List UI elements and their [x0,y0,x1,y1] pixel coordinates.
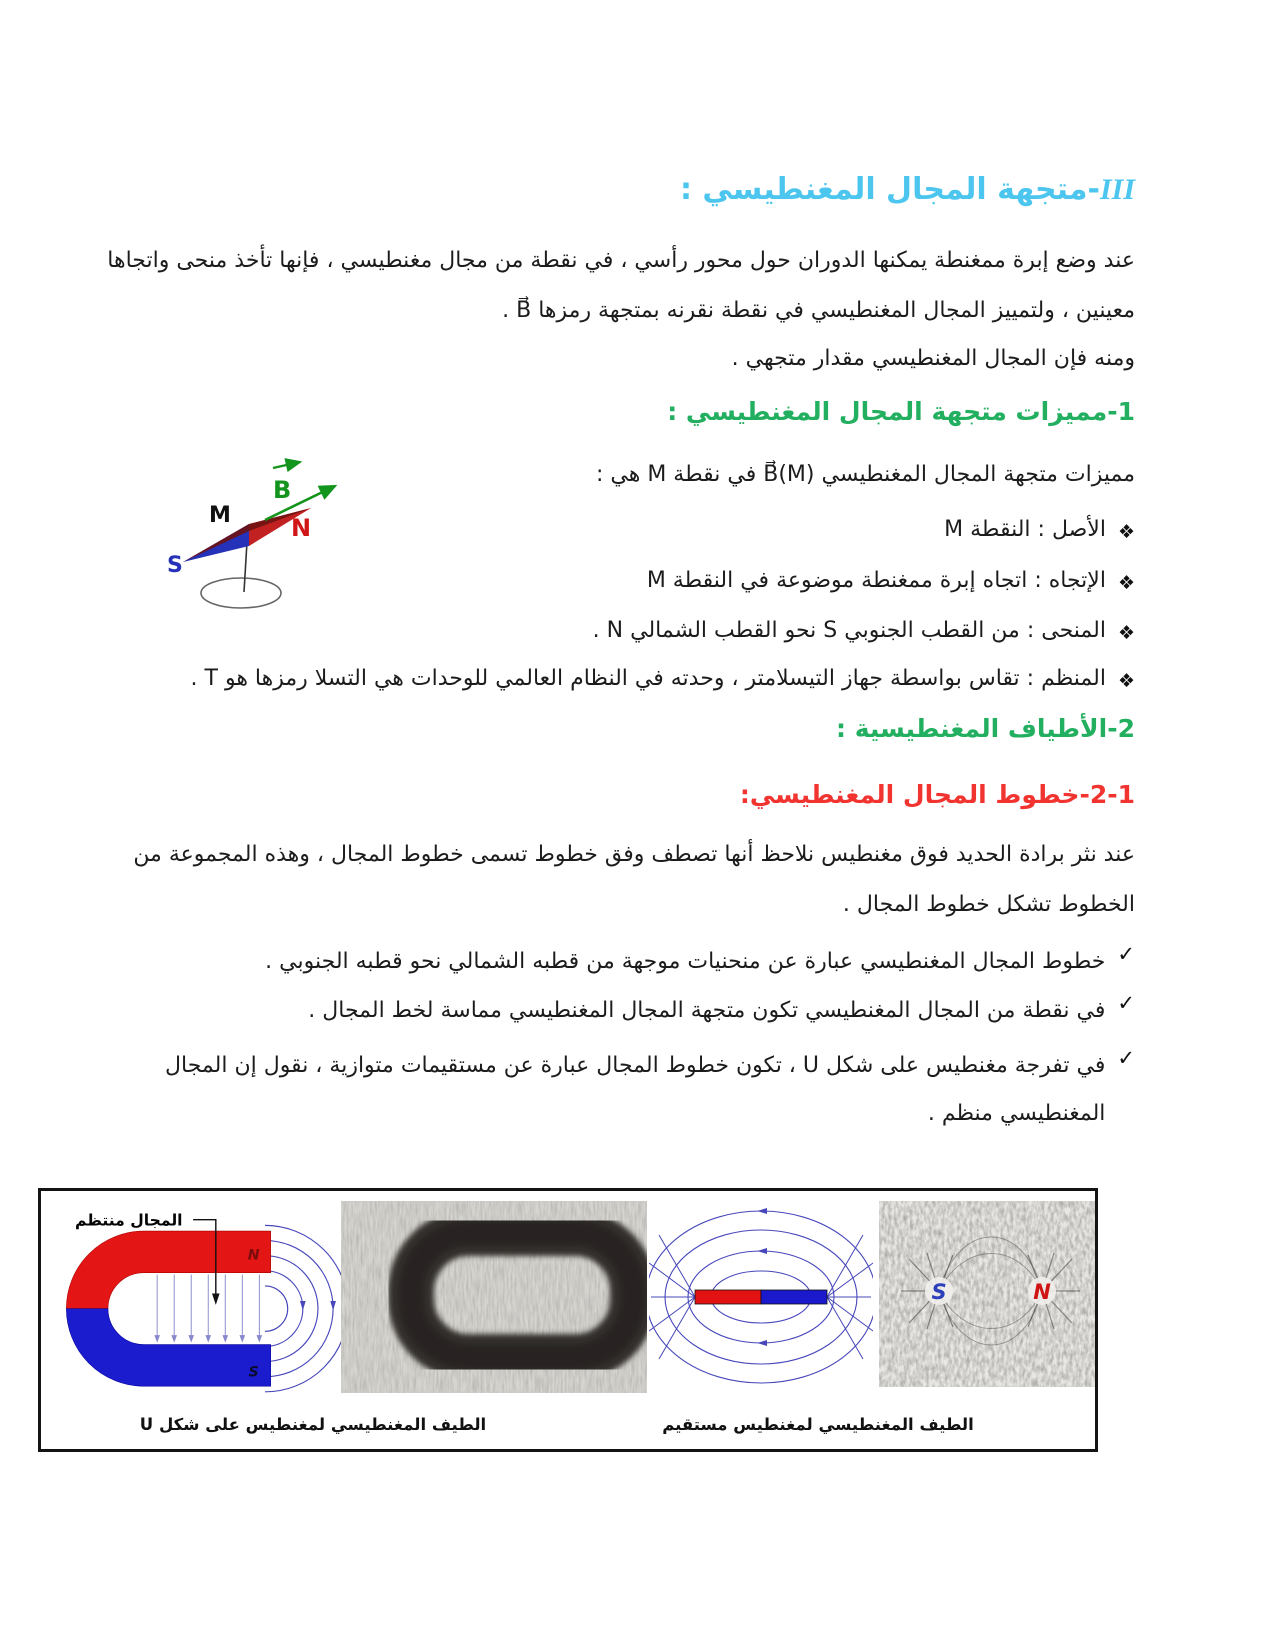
sec1-lead: مميزات متجهة المجال المغنطيسي B⃗(M) في نقطة M هي : [595,462,1135,487]
u-magnet-south-arm [66,1309,270,1387]
check-bullet-icon: ✓ [1117,1046,1135,1070]
sec2-line-1: عند نثر برادة الحديد فوق مغنطيس نلاحظ أنها تصطف وفق خطوط تسمى خطوط المجال ، وهذه المجموعة من [133,842,1135,867]
subsection-2-1-heading: 2-1-خطوط المجال المغنطيسي: [739,780,1135,809]
u-magnet-filings-photo [341,1201,647,1393]
uniform-field-pointer-arrow [212,1293,220,1304]
intro-line-2: معينين ، ولتمييز المجال المغنطيسي في نقطة نقرنه بمتجهة رمزها B⃗ . [502,298,1135,323]
magnetic-spectra-figure [38,1188,1098,1452]
filings-noise [879,1201,1095,1387]
bullet-text: المنحى : من القطب الجنوبي S نحو القطب الشمالي N . [592,618,1106,643]
subsection-2-heading: 2-الأطياف المغنطيسية : [836,714,1135,743]
subsection-1-heading: 1-مميزات متجهة المجال المغنطيسي : [667,397,1135,426]
check-bullet-icon: ✓ [1117,991,1135,1015]
sec2-line-2: الخطوط تشكل خطوط المجال . [842,892,1135,917]
compass-needle-drawing [163,452,368,624]
bar-magnet-photo-drawing [879,1201,1095,1387]
photo-s-label: S [931,1280,947,1304]
compass-label-n: N [291,514,312,542]
arc-arrowhead [300,1301,306,1310]
bar-magnet-diagram-panel [649,1201,873,1393]
u-magnet-diagram [47,1197,343,1407]
diamond-bullet-icon: ❖ [1117,521,1135,543]
check-row [120,1042,1135,1138]
intro-line-3: ومنه فإن المجال المغنطيسي مقدار متجهي . [731,346,1135,371]
u-gap-field-lines [157,1275,259,1341]
u-gap-arrowheads [154,1335,262,1343]
u-magnet-photo-drawing [341,1201,647,1393]
section-title-text: -متجهة المجال المغنطيسي : [679,172,1100,207]
bullet-text: الأصل : النقطة M [944,517,1106,542]
section-number: III [1099,173,1135,206]
bullet-row [647,568,1135,598]
diamond-bullet-icon: ❖ [1117,622,1135,644]
u-field-arcs [265,1225,343,1391]
u-magnet-s-label: S [248,1364,259,1381]
bar-magnet-diagram [649,1201,873,1393]
section-title [680,172,1135,207]
bar-magnet-north-half [695,1290,761,1304]
u-magnet-north-arm [66,1231,270,1309]
bullet-row [593,618,1135,648]
check-text: في نقطة من المجال المغنطيسي تكون متجهة المجال المغنطيسي مماسة لخط المجال . [308,998,1106,1023]
bar-magnet-south-half [761,1290,827,1304]
check-text: خطوط المجال المغنطيسي عبارة عن منحنيات موجهة من قطبه الشمالي نحو قطبه الجنوبي . [265,949,1106,974]
check-row [265,938,1135,986]
bullet-text: المنظم : تقاس بواسطة جهاز التيسلامتر ، وحدته في النظام العالمي للوحدات هي التسلا رمزها هو T . [190,666,1106,691]
bullet-text: الإتجاه : اتجاه إبرة ممغنطة موضوعة في النقطة M [646,568,1106,593]
arc-arrowhead [330,1301,336,1310]
bullet-row [191,666,1135,696]
bar-spectrum-caption: الطيف المغنطيسي لمغنطيس مستقيم [662,1415,974,1434]
diamond-bullet-icon: ❖ [1117,670,1135,692]
photo-n-label: N [1033,1280,1051,1304]
diamond-bullet-icon: ❖ [1117,572,1135,594]
loop-arrowheads [757,1208,767,1346]
pivot-base [201,578,281,608]
bullet-row [944,517,1135,547]
check-row [308,987,1135,1035]
u-magnet-n-label: N [247,1247,260,1264]
intro-line-1: عند وضع إبرة ممغنطة يمكنها الدوران حول محور رأسي ، في نقطة من مجال مغنطيسي ، فإنها تأخذ منحى واتجاها [107,248,1135,273]
check-text: في تفرجة مغنطيس على شكل U ، تكون خطوط المجال عبارة عن مستقيمات متوازية ، نقول إن المجال المغنطيسي منظم . [165,1053,1106,1126]
u-spectrum-caption: الطيف المغنطيسي لمغنطيس على شكل U [139,1415,487,1434]
pivot-rod [244,542,247,592]
b-vector-arrow-icon [273,462,300,468]
bar-magnet-filings-photo [879,1201,1095,1387]
uniform-field-label: المجال منتظم [75,1211,183,1230]
compass-label-s: S [167,553,183,578]
compass-label-b: B [273,476,292,504]
check-bullet-icon: ✓ [1117,942,1135,966]
compass-needle-figure [163,452,368,624]
u-magnet-diagram-panel [47,1197,343,1407]
compass-label-m: M [209,503,231,528]
